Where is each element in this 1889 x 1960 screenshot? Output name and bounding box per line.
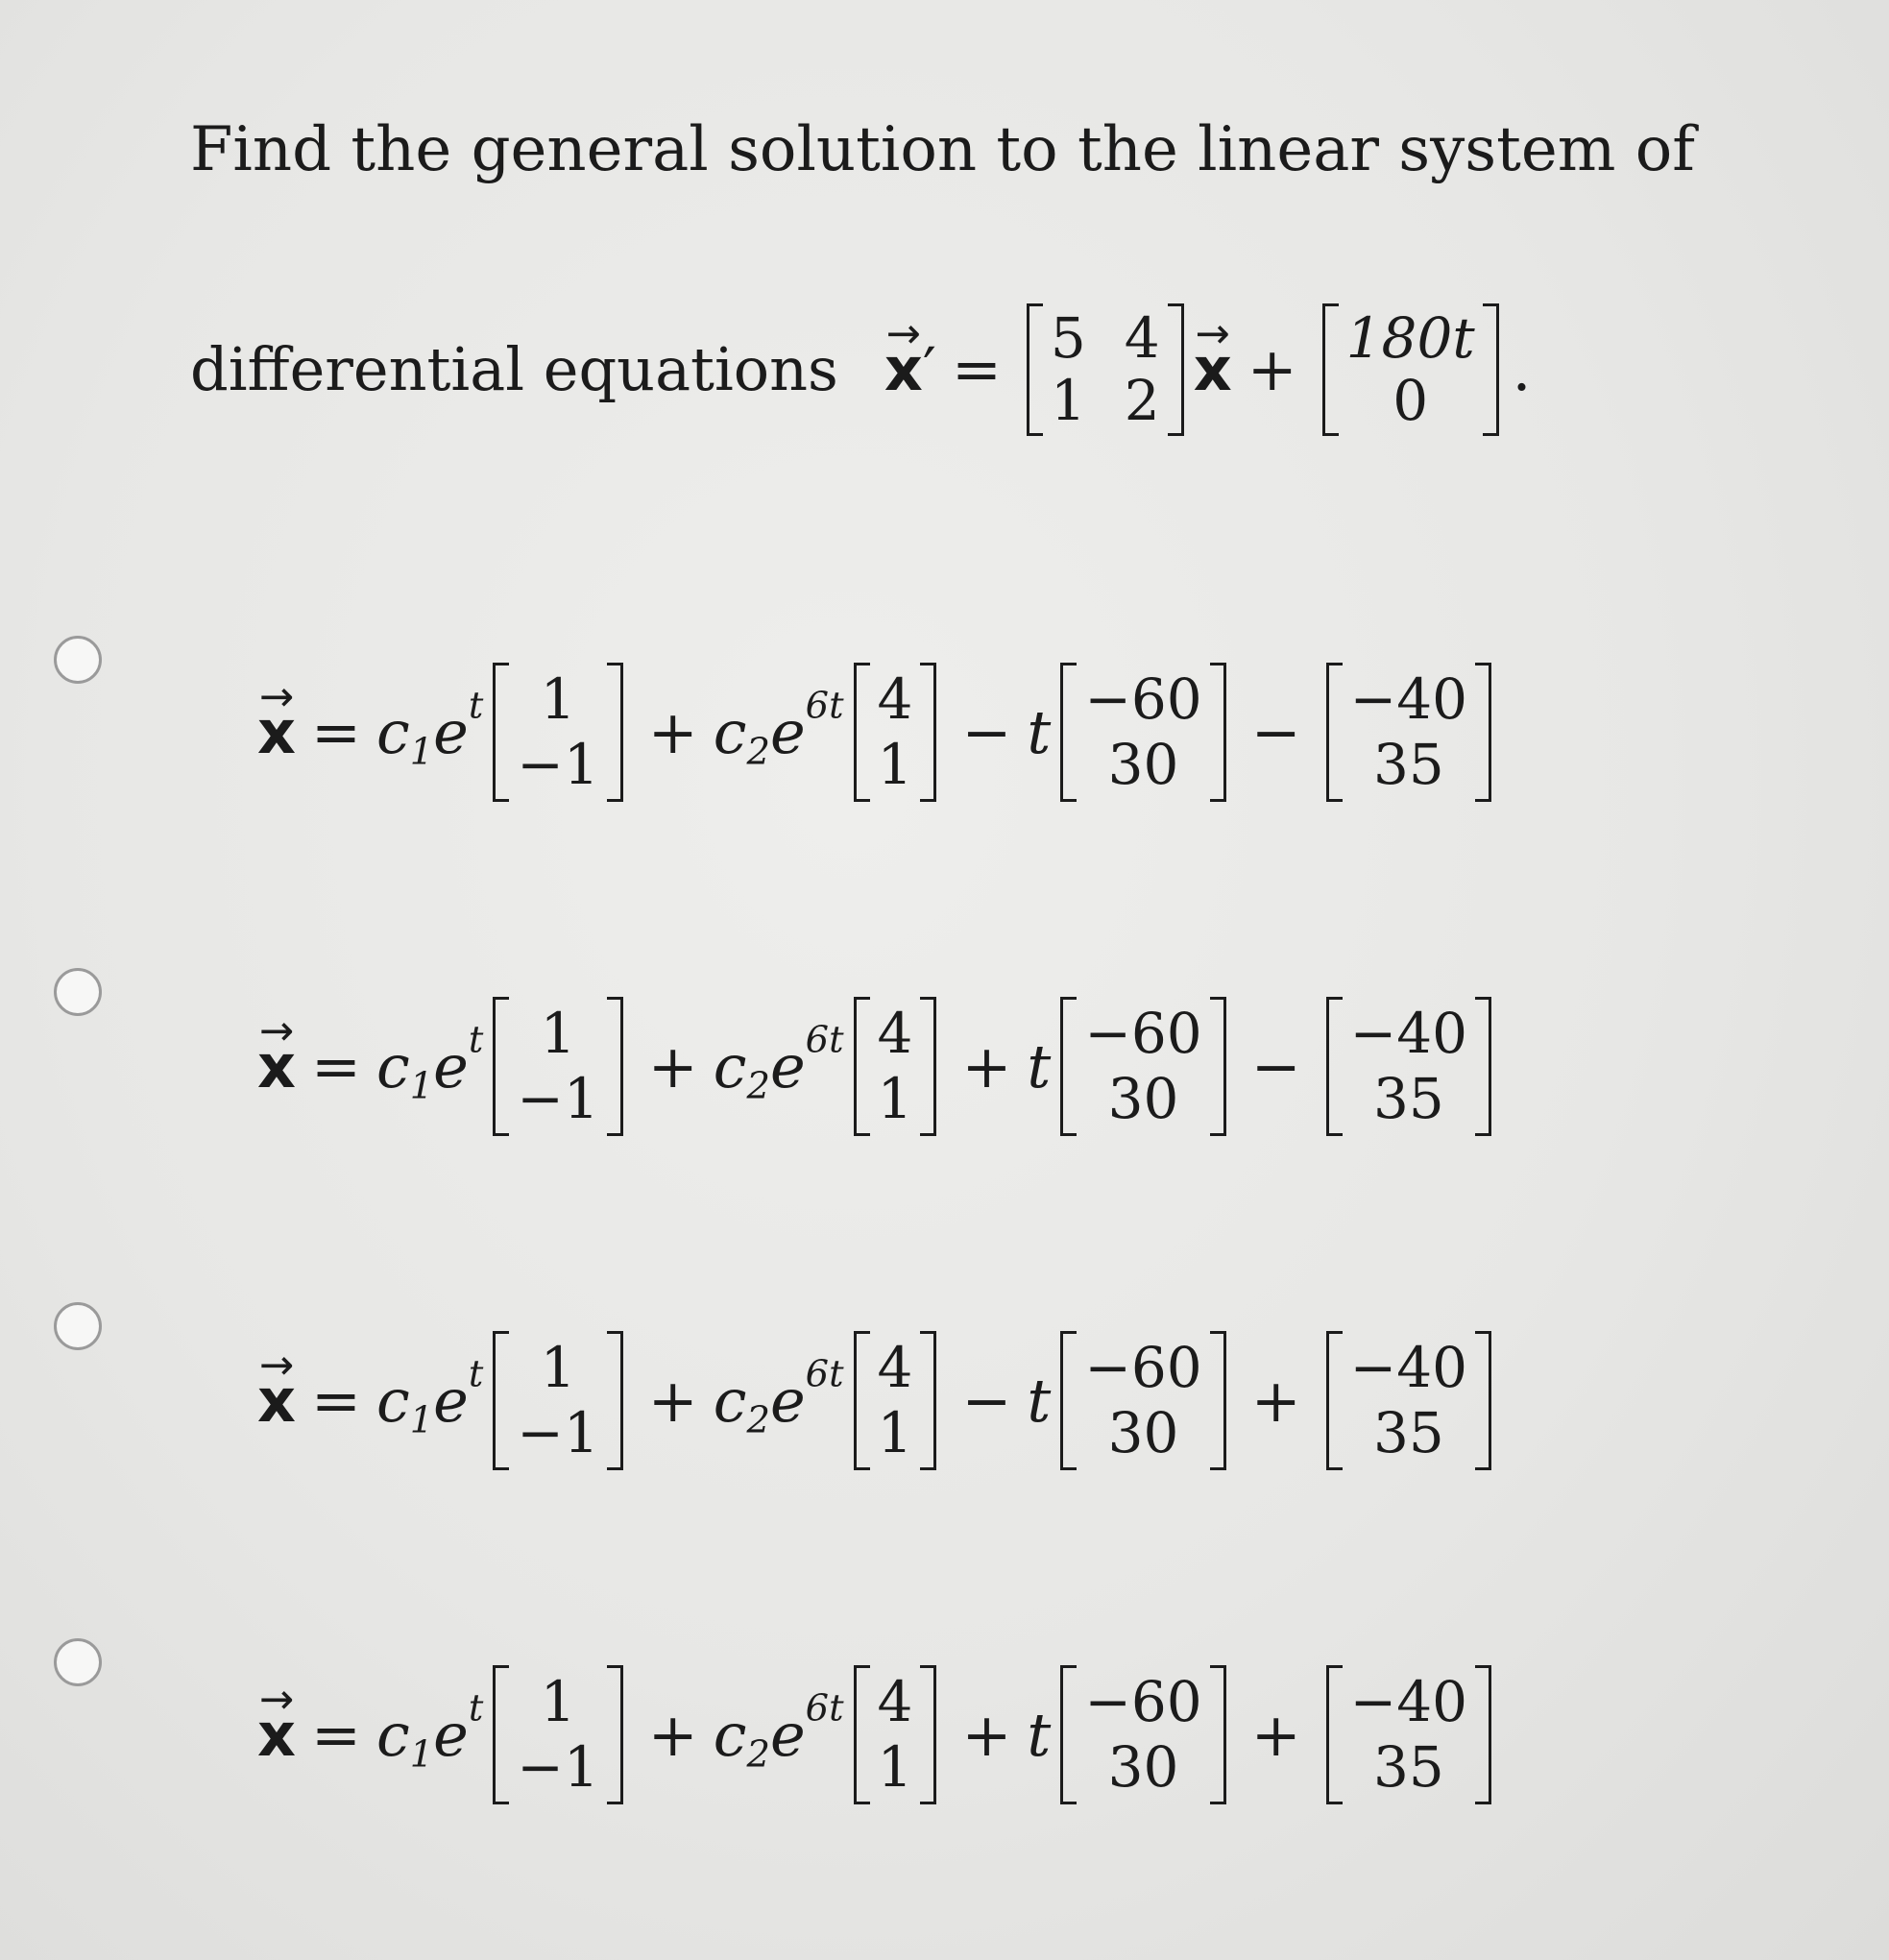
- vector-entry: 180t: [1345, 305, 1475, 371]
- particular-vector-constant: −40 35: [1326, 997, 1491, 1136]
- plus-sign: +: [1247, 334, 1297, 405]
- plus-sign: +: [647, 1030, 698, 1101]
- particular-vector-t: −60 30: [1060, 1331, 1225, 1470]
- answer-choice-1[interactable]: [0, 615, 1889, 903]
- eigenvector-2: 4 1: [854, 1665, 937, 1804]
- particular-vector-constant: −40 35: [1326, 1331, 1491, 1470]
- radio-button[interactable]: [54, 1638, 102, 1686]
- matrix-entry: 2: [1124, 367, 1160, 433]
- constant-c1: $c_1e^t$: [375, 1352, 484, 1442]
- equation-lead: differential equations: [190, 334, 838, 405]
- t-variable: t: [1027, 1699, 1052, 1770]
- equals-sign: =: [311, 1030, 361, 1101]
- operator-t-term: +: [961, 1699, 1012, 1770]
- x-vector-symbol: → x: [257, 697, 296, 767]
- operator-constant-term: +: [1250, 1699, 1301, 1770]
- radio-button[interactable]: [54, 968, 102, 1016]
- operator-constant-term: +: [1250, 1365, 1301, 1436]
- left-bracket: [1027, 303, 1043, 436]
- constant-c2: $c_2e^{6t}$: [713, 1352, 844, 1442]
- constant-c2: $c_2e^{6t}$: [713, 684, 844, 774]
- matrix-entry: 4: [1124, 305, 1160, 371]
- choice-formula: [257, 663, 1501, 802]
- particular-vector-t: −60 30: [1060, 997, 1225, 1136]
- eigenvector-1: 1 −1: [493, 663, 623, 802]
- vector-entry: 0: [1393, 367, 1429, 433]
- t-variable: t: [1027, 1030, 1052, 1101]
- left-bracket: [1322, 303, 1339, 436]
- eigenvector-1: 1 −1: [493, 1331, 623, 1470]
- plus-sign: +: [647, 696, 698, 767]
- operator-constant-term: −: [1250, 696, 1301, 767]
- constant-c1: $c_1e^t$: [375, 1686, 484, 1777]
- particular-vector-t: −60 30: [1060, 663, 1225, 802]
- system-equation: [190, 303, 1531, 436]
- choice-formula: [257, 997, 1501, 1136]
- x-vector-symbol: → x: [1194, 334, 1232, 404]
- matrix-entry: 5: [1050, 305, 1086, 371]
- constant-c1: $c_1e^t$: [375, 1018, 484, 1108]
- radio-button[interactable]: [54, 636, 102, 684]
- radio-button[interactable]: [54, 1302, 102, 1350]
- answer-choice-2[interactable]: [0, 949, 1889, 1237]
- particular-vector-t: −60 30: [1060, 1665, 1225, 1804]
- operator-t-term: −: [961, 696, 1012, 767]
- period: .: [1512, 334, 1532, 405]
- x-vector-symbol: → x: [257, 1031, 296, 1101]
- right-bracket: [1483, 303, 1499, 436]
- answer-choice-3[interactable]: [0, 1283, 1889, 1571]
- choice-formula: [257, 1331, 1501, 1470]
- eigenvector-1: 1 −1: [493, 997, 623, 1136]
- equals-sign: =: [951, 334, 1002, 405]
- equals-sign: =: [311, 696, 361, 767]
- operator-constant-term: −: [1250, 1030, 1301, 1101]
- operator-t-term: −: [961, 1365, 1012, 1436]
- x-vector-symbol: → x: [257, 1700, 296, 1770]
- coefficient-matrix: [1027, 303, 1184, 436]
- matrix-entry: 1: [1050, 367, 1086, 433]
- answer-choice-4[interactable]: [0, 1617, 1889, 1905]
- eigenvector-2: 4 1: [854, 1331, 937, 1470]
- question-block: [190, 113, 1727, 433]
- particular-vector-constant: −40 35: [1326, 663, 1491, 802]
- operator-t-term: +: [961, 1030, 1012, 1101]
- equals-sign: =: [311, 1365, 361, 1436]
- choice-formula: [257, 1665, 1501, 1804]
- lhs-derivative: [884, 334, 936, 404]
- x-vector-symbol: → x: [884, 334, 923, 404]
- constant-c2: $c_2e^{6t}$: [713, 1686, 844, 1777]
- particular-vector-constant: −40 35: [1326, 1665, 1491, 1804]
- plus-sign: +: [647, 1699, 698, 1770]
- plus-sign: +: [647, 1365, 698, 1436]
- eigenvector-2: 4 1: [854, 663, 937, 802]
- eigenvector-1: 1 −1: [493, 1665, 623, 1804]
- prime-mark: ′: [922, 334, 936, 405]
- eigenvector-2: 4 1: [854, 997, 937, 1136]
- x-vector-symbol: → x: [257, 1366, 296, 1436]
- equals-sign: =: [311, 1699, 361, 1770]
- t-variable: t: [1027, 1365, 1052, 1436]
- t-variable: t: [1027, 696, 1052, 767]
- constant-c2: $c_2e^{6t}$: [713, 1018, 844, 1108]
- forcing-vector: [1322, 303, 1499, 436]
- right-bracket: [1168, 303, 1184, 436]
- constant-c1: $c_1e^t$: [375, 684, 484, 774]
- question-prompt: Find the general solution to the linear system of: [190, 114, 1695, 185]
